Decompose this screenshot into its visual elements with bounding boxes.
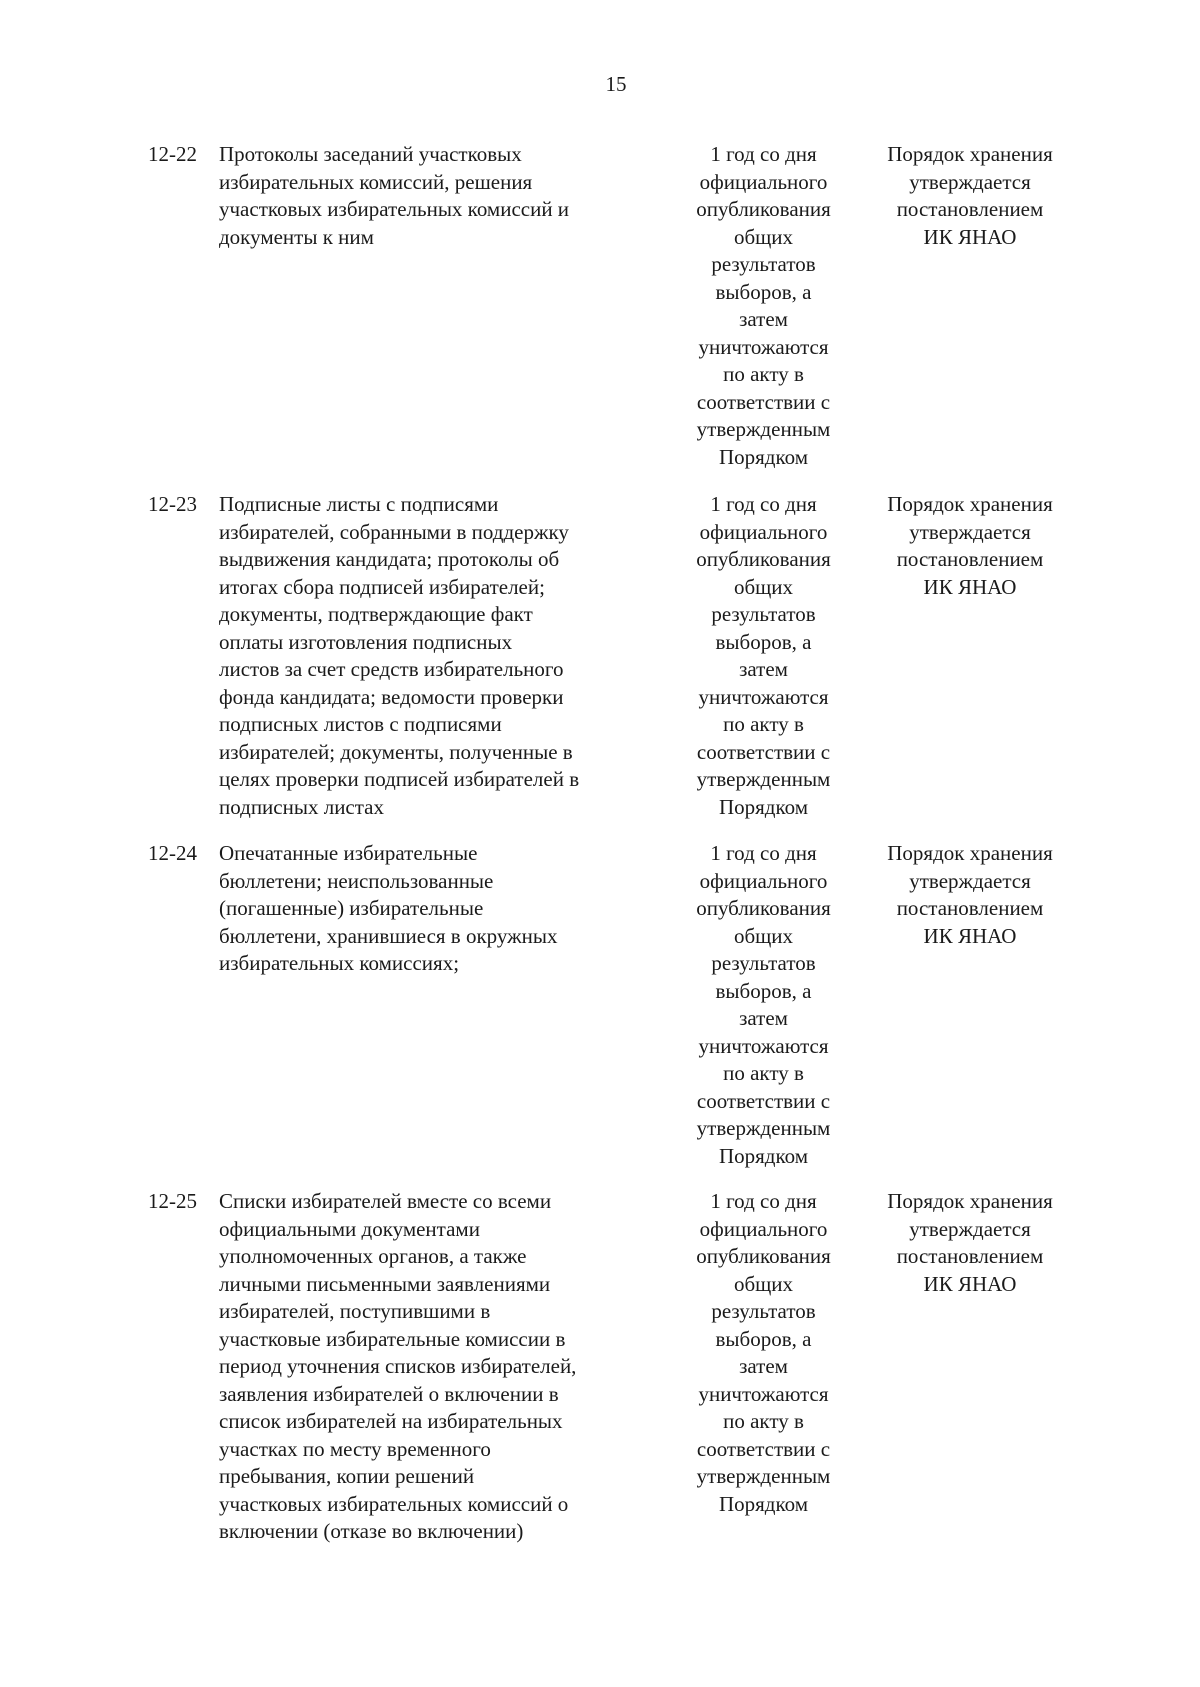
record-note [867,491,1073,601]
record-description-line: заявления избирателей о включении в [219,1381,559,1406]
record-retention-period-line: результатов [711,1299,816,1323]
record-index: 12-24 [148,841,197,865]
record-description-line: документы к ним [219,224,374,249]
record-retention-period-line: опубликования [696,197,831,221]
record-retention-period-line: общих [733,923,794,948]
record-retention-period-line: Порядком [718,1143,809,1168]
record-description-line: список избирателей на избирательных [219,1409,563,1433]
record-row [0,491,1200,840]
record-retention-period [676,491,851,821]
record-note-line: ИК ЯНАО [923,923,1017,948]
record-retention-period-line: общих [733,574,794,599]
record-description-line: личными письменными заявлениями [219,1271,551,1296]
record-retention-period-line: общих [733,224,794,249]
record-row [0,141,1200,491]
page-number: 15 [605,72,627,96]
record-description-line: листов за счет средств избирательного [219,657,564,681]
record-note-line: утверждается [909,169,1031,194]
record-retention-period-line: выборов, а [715,279,812,304]
record-retention-period-line: выборов, а [715,1326,812,1351]
record-description-line: избирательных комиссиях; [219,951,460,975]
record-note-line: ИК ЯНАО [923,224,1017,249]
record-description-line: уполномоченных органов, а также [219,1244,527,1268]
record-description-line: целях проверки подписей избирателей в [219,767,580,791]
record-retention-period-line: результатов [711,951,816,975]
record-description-line: официальными документами [219,1216,480,1241]
record-note-line: постановлением [896,896,1044,920]
record-retention-period-line: затем [739,1006,788,1030]
record-description-line: Списки избирателей вместе со всеми [219,1189,552,1213]
record-retention-period-line: 1 год со дня [710,841,817,865]
record-description-line: выдвижения кандидата; протоколы об [219,547,560,571]
record-description-line: Протоколы заседаний участковых [219,142,522,166]
record-retention-period-line: официального [699,868,828,893]
record-description-line: бюллетени; неиспользованные [219,868,494,893]
record-note-line: Порядок хранения [887,841,1053,865]
record-description-line: фонда кандидата; ведомости проверки [219,684,564,709]
record-retention-period [676,1188,851,1518]
record-retention-period-line: по акту в [723,712,804,736]
record-retention-period-line: по акту в [723,1061,804,1085]
record-retention-period-line: результатов [711,252,816,276]
record-retention-period-line: опубликования [696,547,831,571]
record-retention-period [676,141,851,471]
record-description-line: включении (отказе во включении) [219,1519,524,1543]
record-description-line: избирателей, поступившими в [219,1299,491,1323]
record-retention-period-line: результатов [711,602,816,626]
record-retention-period-line: соответствии с [696,739,831,764]
record-description-line: подписных листах [219,794,385,819]
record-retention-period-line: уничтожаются [698,1381,829,1406]
record-description-line: участках по месту временного [219,1436,491,1461]
record-retention-period-line: официального [699,519,828,544]
record-note-line: постановлением [896,547,1044,571]
record-retention-period-line: 1 год со дня [710,142,817,166]
record-description-line: избирателей; документы, полученные в [219,739,573,764]
record-note [867,840,1073,950]
record-retention-period-line: соответствии с [696,1436,831,1461]
record-note-line: ИК ЯНАО [923,574,1017,599]
record-description-line: участковые избирательные комиссии в [219,1326,566,1351]
record-retention-period-line: затем [739,1354,788,1378]
record-note-line: Порядок хранения [887,142,1053,166]
record-retention-period-line: 1 год со дня [710,492,817,516]
record-retention-period-line: уничтожаются [698,684,829,709]
record-retention-period-line: официального [699,1216,828,1241]
record-description-line: бюллетени, хранившиеся в окружных [219,923,558,948]
record-description [219,840,651,978]
record-retention-period-line: утвержденным [696,1464,831,1488]
record-description-line: документы, подтверждающие факт [219,602,533,626]
record-retention-period-line: утвержденным [696,417,831,441]
record-description-line: Опечатанные избирательные [219,841,478,865]
record-note [867,1188,1073,1298]
record-index: 12-23 [148,492,197,516]
record-note-line: постановлением [896,197,1044,221]
record-retention-period-line: Порядком [718,1491,809,1516]
record-description-line: подписных листов с подписями [219,712,502,736]
record-description-line: оплаты изготовления подписных [219,629,513,654]
record-description [219,491,651,821]
record-description-line: участковых избирательных комиссий о [219,1491,569,1516]
record-retention-period-line: Порядком [718,794,809,819]
record-retention-period-line: опубликования [696,896,831,920]
record-note-line: ИК ЯНАО [923,1271,1017,1296]
record-note-line: утверждается [909,1216,1031,1241]
record-row [0,1188,1200,1588]
record-retention-period-line: затем [739,307,788,331]
record-note [867,141,1073,251]
record-retention-period-line: общих [733,1271,794,1296]
record-retention-period-line: выборов, а [715,978,812,1003]
record-description-line: участковых избирательных комиссий и [219,197,570,221]
record-retention-period-line: по акту в [723,1409,804,1433]
record-retention-period-line: выборов, а [715,629,812,654]
record-retention-period-line: официального [699,169,828,194]
record-retention-period-line: утвержденным [696,767,831,791]
record-retention-period-line: Порядком [718,444,809,469]
record-row [0,840,1200,1188]
record-retention-period-line: утвержденным [696,1116,831,1140]
record-description-line: (погашенные) избирательные [219,896,484,920]
record-retention-period-line: затем [739,657,788,681]
record-retention-period [676,840,851,1170]
record-description [219,141,651,251]
record-index: 12-22 [148,142,197,166]
record-index: 12-25 [148,1189,197,1213]
record-description-line: Подписные листы с подписями [219,492,499,516]
record-retention-period-line: опубликования [696,1244,831,1268]
record-description-line: период уточнения списков избирателей, [219,1354,577,1378]
record-retention-period-line: по акту в [723,362,804,386]
record-description-line: избирательных комиссий, решения [219,169,533,194]
record-description-line: итогах сбора подписей избирателей; [219,574,545,599]
record-note-line: Порядок хранения [887,492,1053,516]
record-description-line: пребывания, копии решений [219,1464,475,1488]
record-note-line: утверждается [909,519,1031,544]
record-note-line: постановлением [896,1244,1044,1268]
record-description-line: избирателей, собранными в поддержку [219,519,569,544]
record-retention-period-line: уничтожаются [698,334,829,359]
record-retention-period-line: уничтожаются [698,1033,829,1058]
record-note-line: утверждается [909,868,1031,893]
record-description [219,1188,651,1546]
record-retention-period-line: соответствии с [696,1088,831,1113]
record-retention-period-line: 1 год со дня [710,1189,817,1213]
record-retention-period-line: соответствии с [696,389,831,414]
record-note-line: Порядок хранения [887,1189,1053,1213]
